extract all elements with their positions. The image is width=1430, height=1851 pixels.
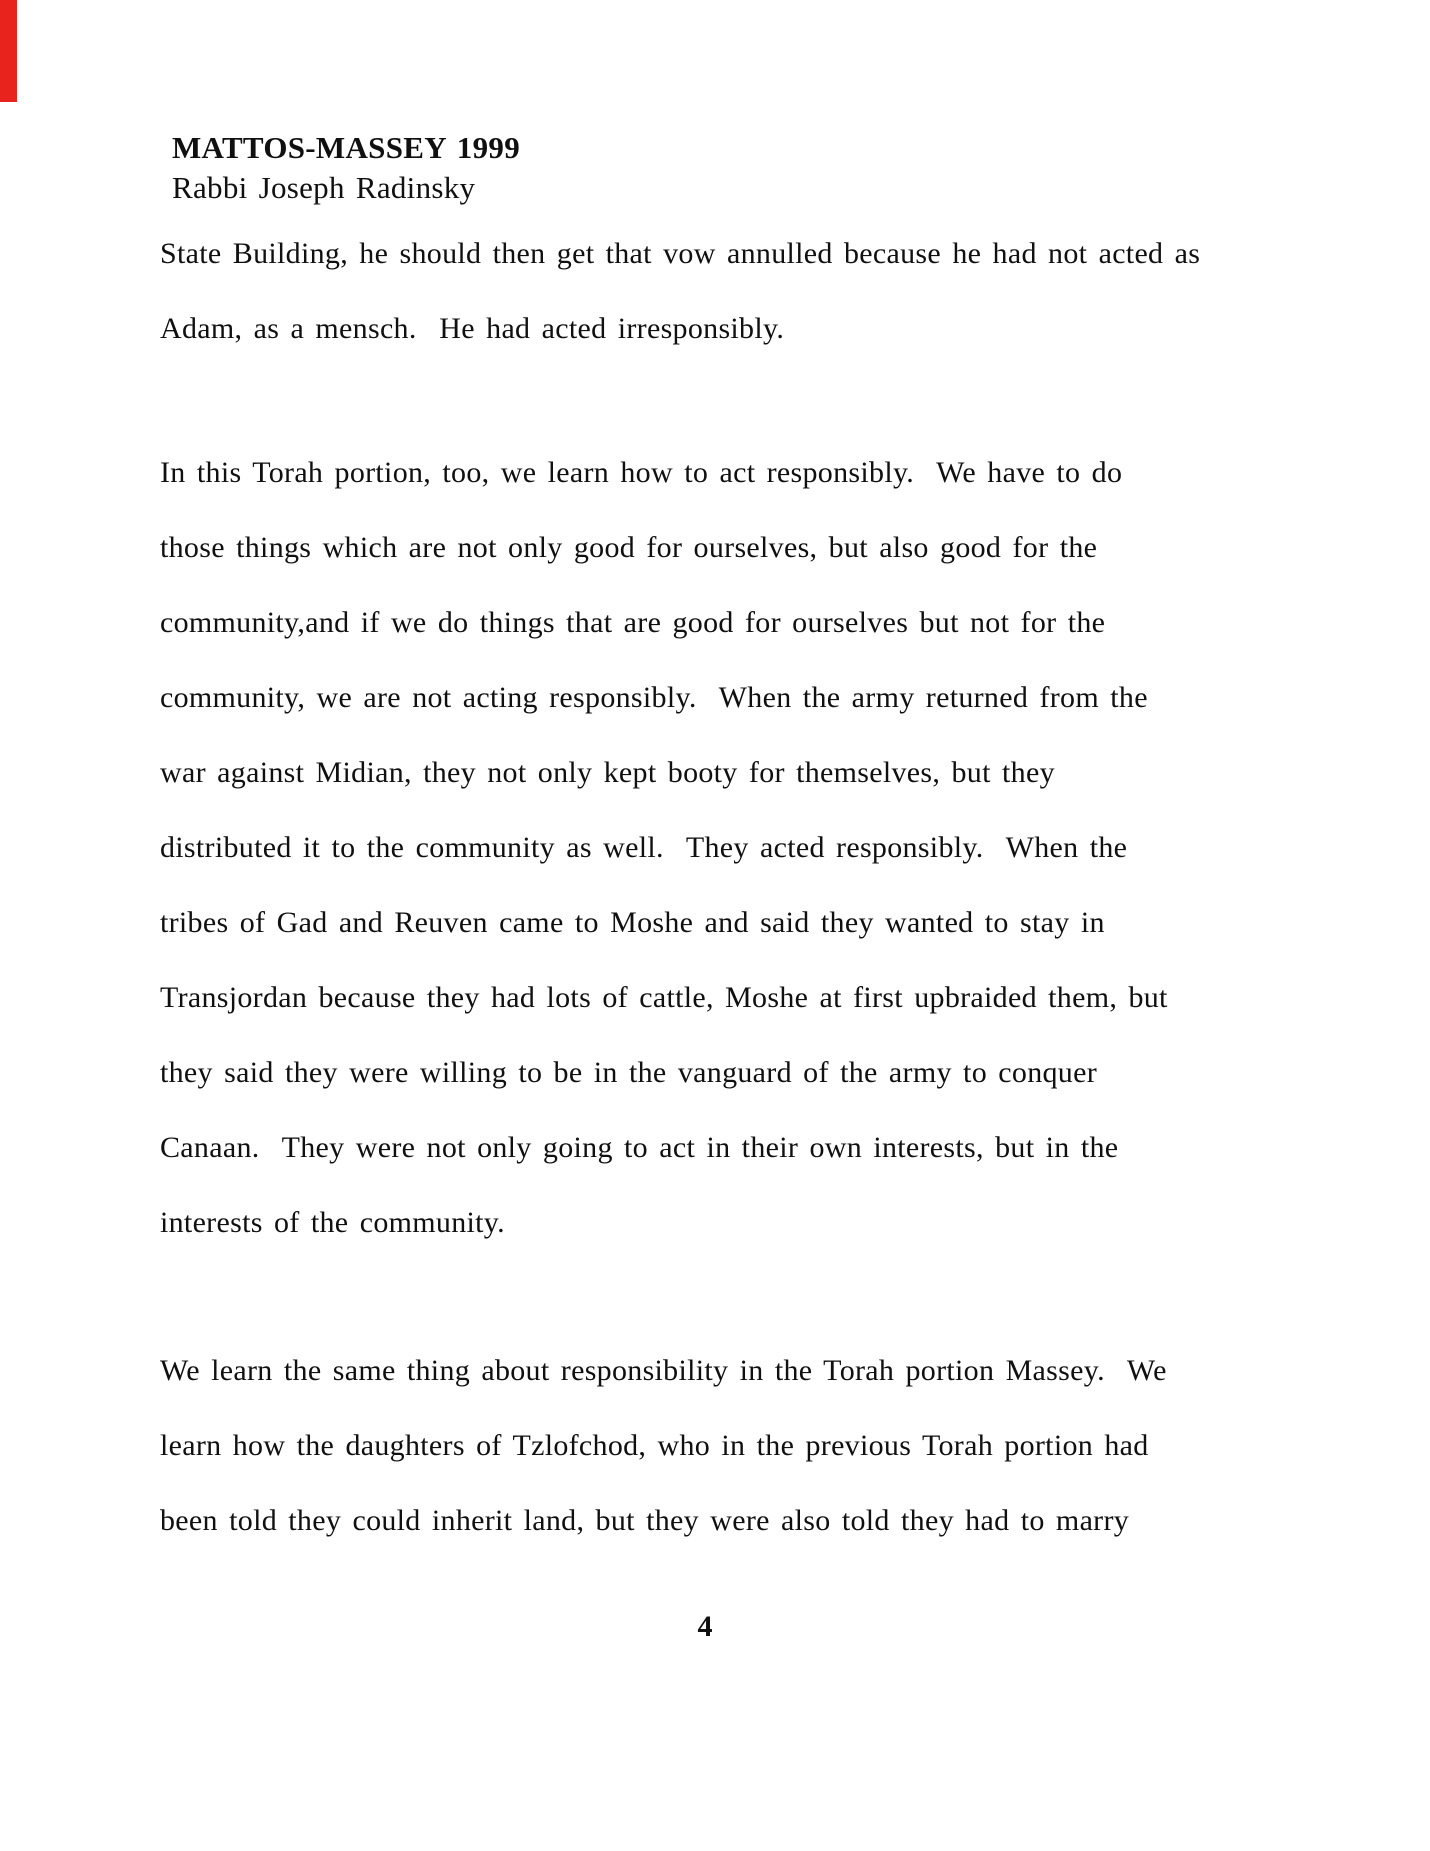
text-line: Adam, as a mensch. He had acted irresponsibly. (160, 312, 785, 345)
text-line: been told they could inherit land, but they were also told they had to marry (160, 1504, 1130, 1537)
text-line: those things which are not only good for ourselves, but also good for the (160, 531, 1098, 564)
doc-title: MATTOS-MASSEY 1999 (172, 130, 521, 165)
text-line: community,and if we do things that are good for ourselves but not for the (160, 606, 1106, 639)
document-header (172, 128, 520, 208)
text-line: community, we are not acting responsibly. When the army returned from the (160, 681, 1148, 714)
paragraph-1 (160, 216, 1340, 366)
text-line: In this Torah portion, too, we learn how to act responsibly. We have to do (160, 456, 1123, 489)
paragraph-3 (160, 1333, 1340, 1558)
text-line: Canaan. They were not only going to act in their own interests, but in the (160, 1131, 1119, 1164)
red-scan-artifact-bar (0, 0, 17, 102)
text-line: State Building, he should then get that vow annulled because he had not acted as (160, 237, 1201, 270)
text-line: they said they were willing to be in the vanguard of the army to conquer (160, 1056, 1098, 1089)
text-line: tribes of Gad and Reuven came to Moshe and said they wanted to stay in (160, 906, 1105, 939)
text-line: war against Midian, they not only kept booty for themselves, but they (160, 756, 1055, 789)
page-number: 4 (697, 1610, 713, 1643)
text-line: interests of the community. (160, 1206, 505, 1239)
text-line: Transjordan because they had lots of cattle, Moshe at first upbraided them, but (160, 981, 1168, 1014)
text-line: We learn the same thing about responsibility in the Torah portion Massey. We (160, 1354, 1167, 1387)
text-line: learn how the daughters of Tzlofchod, who in the previous Torah portion had (160, 1429, 1149, 1462)
text-line: distributed it to the community as well. They acted responsibly. When the (160, 831, 1128, 864)
paragraph-2 (160, 435, 1340, 1260)
doc-author: Rabbi Joseph Radinsky (172, 170, 476, 205)
